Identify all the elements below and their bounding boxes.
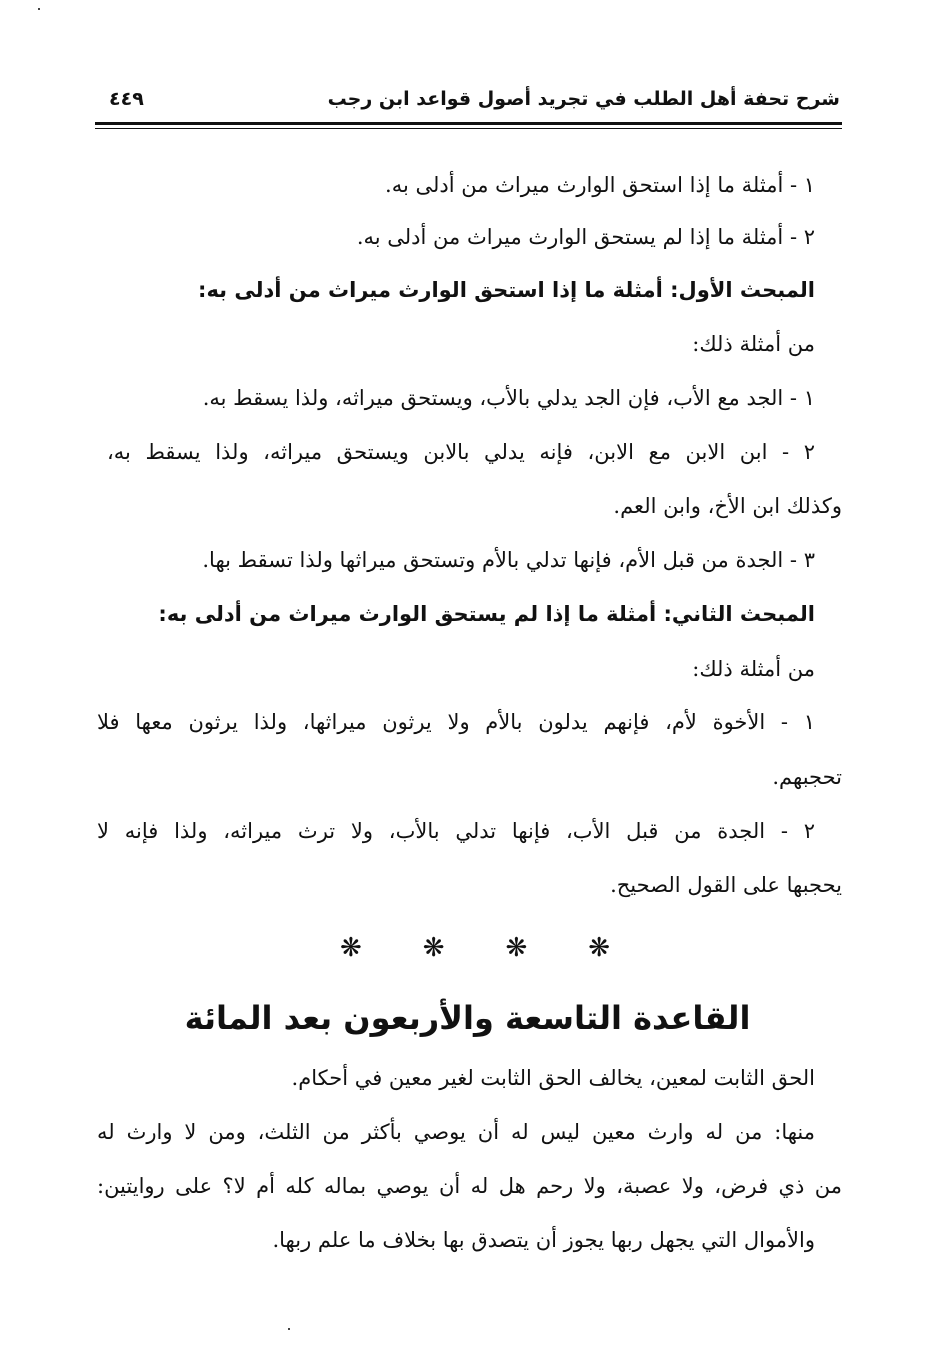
paragraph-line: الحق الثابت لمعين، يخالف الحق الثابت لغير معين في أحكام. bbox=[291, 1066, 815, 1090]
section-heading: المبحث الثاني: أمثلة ما إذا لم يستحق الوارث ميراث من أدلى به: bbox=[158, 602, 815, 626]
paragraph-line: من أمثلة ذلك: bbox=[692, 657, 815, 681]
asterism-icon: ❋ bbox=[505, 933, 528, 963]
scan-mark bbox=[288, 1328, 290, 1330]
asterism-icon: ❋ bbox=[588, 933, 610, 963]
section-heading: المبحث الأول: أمثلة ما إذا استحق الوارث ميراث من أدلى به: bbox=[198, 278, 815, 302]
running-header bbox=[95, 82, 840, 122]
list-item: ١ - أمثلة ما إذا استحق الوارث ميراث من أدلى به. bbox=[385, 173, 815, 197]
scan-mark bbox=[38, 8, 40, 10]
section-separator bbox=[340, 930, 610, 966]
list-item: ٢ - ابن الابن مع الابن، فإنه يدلي بالابن ويستحق ميراثه، ولذا يسقط به، bbox=[107, 440, 815, 464]
header-title: شرح تحفة أهل الطلب في تجريد أصول قواعد ابن رجب bbox=[327, 88, 840, 110]
header-rule-thick bbox=[95, 122, 842, 125]
list-item: ١ - الجد مع الأب، فإن الجد يدلي بالأب، ويستحق ميراثه، ولذا يسقط به. bbox=[202, 386, 815, 410]
paragraph-line: تحجبهم. bbox=[772, 765, 842, 789]
list-item: ٢ - أمثلة ما إذا لم يستحق الوارث ميراث من أدلى به. bbox=[356, 225, 815, 249]
paragraph-line: من أمثلة ذلك: bbox=[692, 332, 815, 356]
header-rule-thin bbox=[95, 128, 842, 129]
paragraph-line: يحجبها على القول الصحيح. bbox=[610, 873, 842, 897]
list-item: ٣ - الجدة من قبل الأم، فإنها تدلي بالأم وتستحق ميراثها ولذا تسقط بها. bbox=[202, 548, 815, 572]
asterism-icon: ❋ bbox=[340, 933, 362, 963]
asterism-icon: ❋ bbox=[422, 933, 445, 963]
list-item: ١ - الأخوة لأم، فإنهم يدلون بالأم ولا يرثون ميراثها، ولذا يرثون معها فلا bbox=[97, 710, 815, 734]
paragraph-line: والأموال التي يجهل ربها يجوز أن يتصدق بها بخلاف ما علم ربها. bbox=[272, 1228, 815, 1252]
rule-title: القاعدة التاسعة والأربعون بعد المائة bbox=[184, 999, 751, 1037]
paragraph-line: وكذلك ابن الأخ، وابن العم. bbox=[613, 494, 842, 518]
list-item: ٢ - الجدة من قبل الأب، فإنها تدلي بالأب، ولا ترث ميراثه، ولذا فإنه لا bbox=[97, 819, 815, 843]
paragraph-line: من ذي فرض، ولا عصبة، ولا رحم هل له أن يوصي بماله كله أم لا؟ على روايتين: bbox=[97, 1174, 842, 1198]
page-number: ٤٤٩ bbox=[109, 88, 144, 110]
paragraph-line: منها: من له وارث معين ليس له أن يوصي بأكثر من الثلث، ومن لا وارث له bbox=[97, 1120, 815, 1144]
